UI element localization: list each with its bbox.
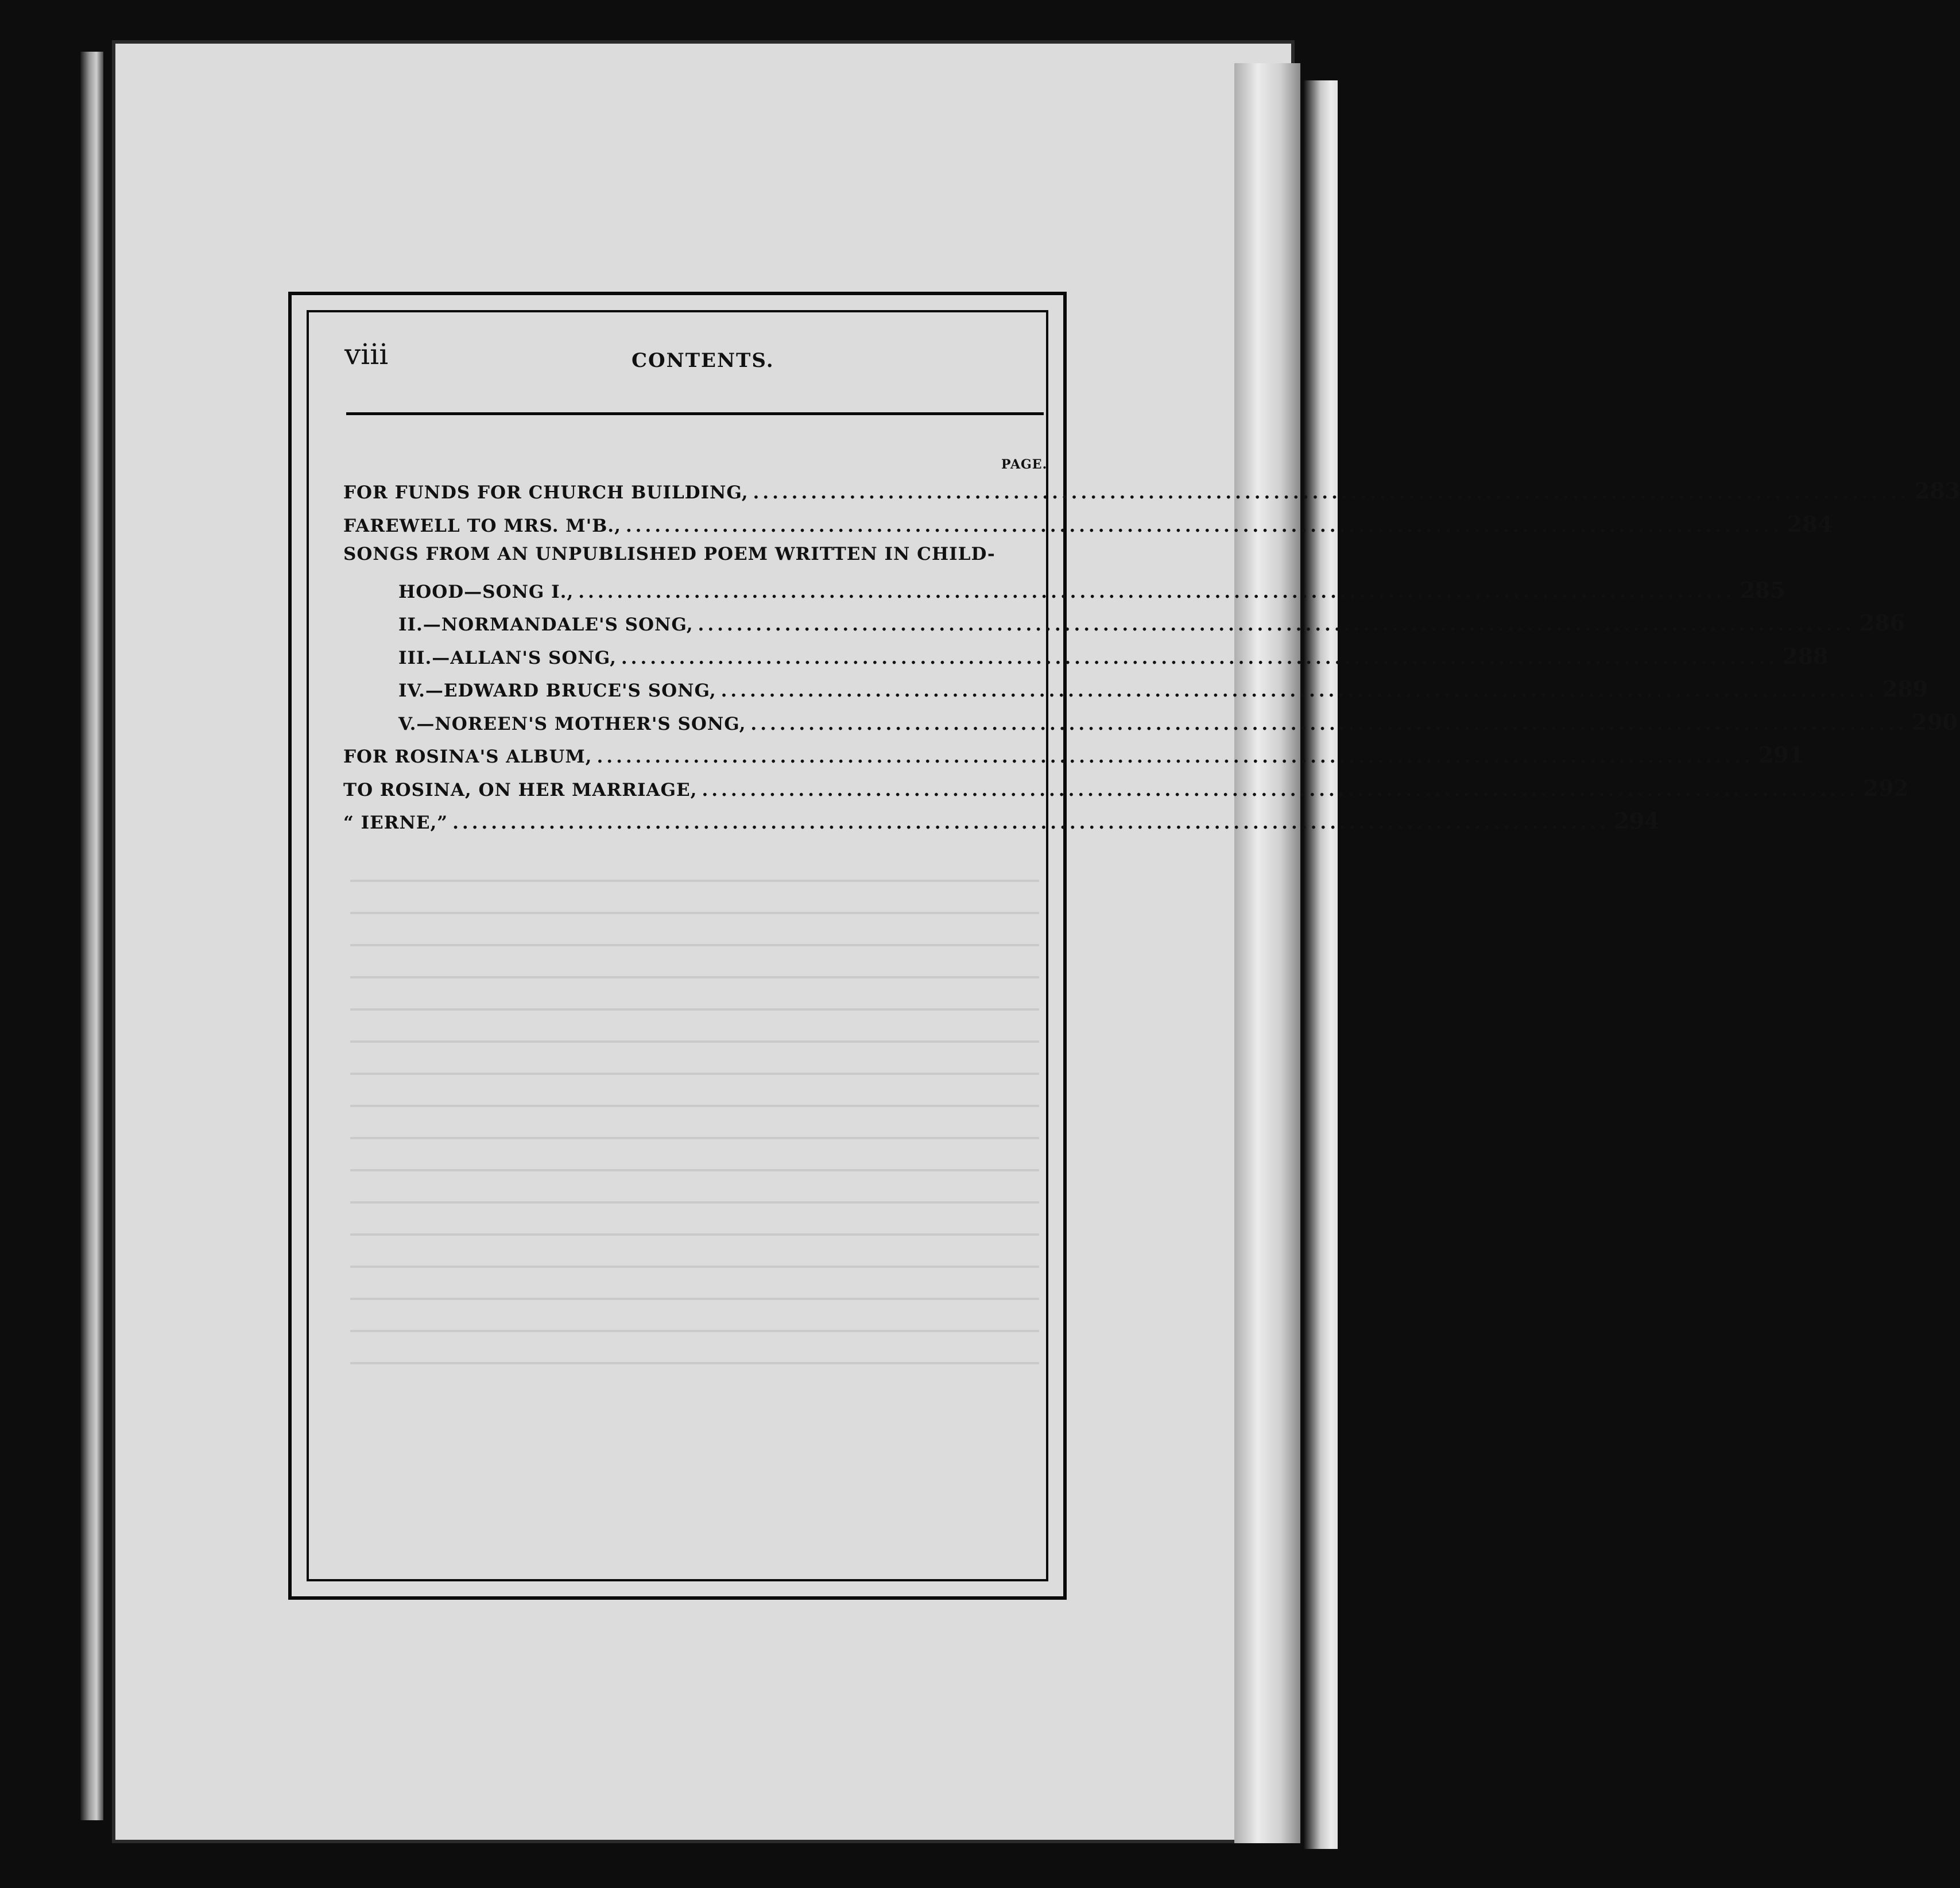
page-number: viii	[344, 338, 389, 371]
toc-entry	[343, 775, 1909, 808]
toc-entry-page: 290	[1912, 709, 1958, 735]
toc-entry-page: 283	[1914, 478, 1960, 504]
adjacent-page-edge	[1303, 80, 1338, 1849]
leader-dots: ........................................................................................................................	[750, 713, 1908, 734]
toc-entry	[343, 577, 1785, 610]
toc-entry-page: 286	[1859, 610, 1905, 636]
toc-entry-page: 292	[1863, 775, 1909, 801]
page-column-label: PAGE.	[1001, 457, 1048, 472]
binding-strip	[1234, 63, 1300, 1843]
toc-entry-title: HOOD—SONG I.,	[398, 581, 574, 602]
toc-entry	[343, 478, 1960, 511]
toc-entry-page: 291	[1758, 742, 1804, 768]
toc-entry-title: FOR ROSINA'S ALBUM,	[343, 746, 592, 767]
toc-entry-title: II.—NORMANDALE'S SONG,	[398, 614, 694, 635]
leader-dots: ........................................................................................................................	[621, 647, 1778, 668]
leader-dots: ........................................................................................................................	[625, 515, 1783, 536]
leader-dots: ........................................................................................................................	[702, 779, 1859, 800]
book-page-edge-left	[80, 52, 103, 1820]
toc-entry-page: 284	[1787, 510, 1833, 537]
toc-entry	[343, 510, 1833, 544]
leader-dots: ........................................................................................................................	[753, 482, 1910, 503]
toc-entry-title: III.—ALLAN'S SONG,	[398, 647, 617, 668]
header-rule	[346, 412, 1044, 415]
toc-entry-page: 285	[1740, 577, 1785, 603]
toc-entry-page: 294	[1614, 808, 1660, 834]
toc-entry	[343, 643, 1829, 676]
toc-entry-page: 289	[1882, 676, 1928, 702]
toc-entry-title: SONGS FROM AN UNPUBLISHED POEM WRITTEN IN CHILD-	[343, 544, 996, 564]
toc-entry-title: IV.—EDWARD BRUCE'S SONG,	[398, 680, 716, 701]
toc-entry-title: FOR FUNDS FOR CHURCH BUILDING,	[343, 482, 749, 503]
toc-entry	[343, 610, 1905, 643]
show-through-text	[350, 850, 1039, 1367]
running-head	[344, 338, 1045, 378]
toc-entry	[343, 808, 1660, 841]
page-title: CONTENTS.	[632, 349, 774, 372]
toc-entry-title: V.—NOREEN'S MOTHER'S SONG,	[398, 713, 746, 734]
leader-dots: ........................................................................................................................	[452, 813, 1610, 833]
leader-dots: ........................................................................................................................	[698, 614, 1855, 635]
toc-entry-page: 288	[1783, 643, 1829, 669]
toc-entry	[343, 676, 1928, 709]
toc-entry-title: TO ROSINA, ON HER MARRIAGE,	[343, 779, 698, 800]
leader-dots: ........................................................................................................................	[596, 746, 1754, 767]
leader-dots: ........................................................................................................................	[578, 581, 1736, 602]
table-of-contents	[343, 478, 1960, 841]
toc-entry	[343, 544, 1056, 577]
toc-entry-title: “ IERNE,”	[343, 813, 448, 833]
leader-dots: ........................................................................................................................	[721, 680, 1878, 701]
toc-entry	[343, 742, 1804, 775]
toc-entry-title: FAREWELL TO MRS. M'B.,	[343, 515, 621, 536]
toc-entry	[343, 709, 1958, 742]
